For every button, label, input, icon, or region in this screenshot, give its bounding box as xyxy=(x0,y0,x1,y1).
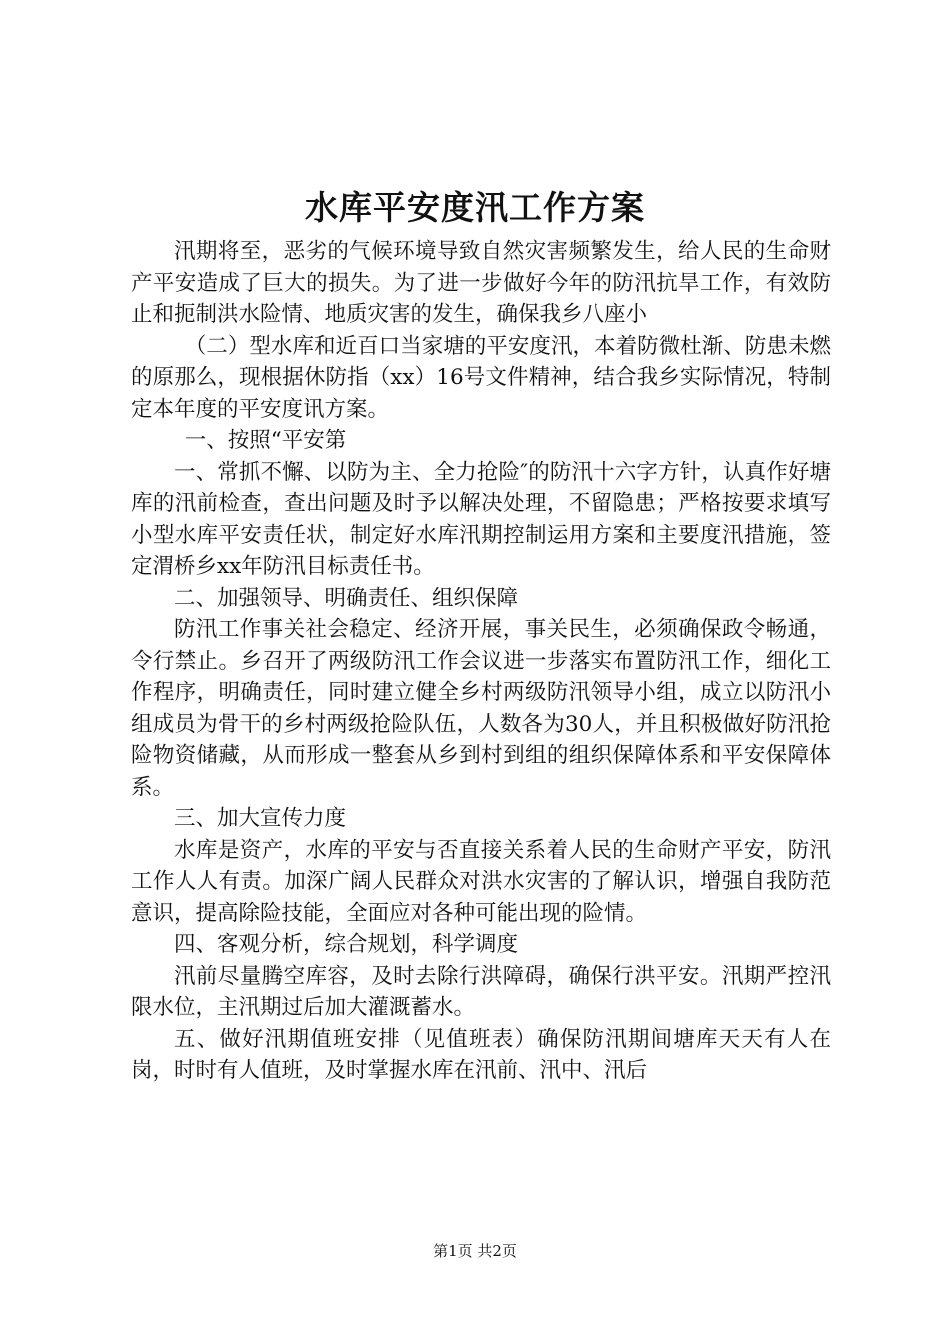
document-body xyxy=(131,236,831,1087)
paragraph-leadership: 防汛工作事关社会稳定、经济开展，事关民生，必须确保政令畅通，令行禁止。乡召开了两级防汛工作会议进一步落实布置防汛工作，细化工作程序，明确责任，同时建立健全乡村两级防汛领导小组，成立以防汛小组成员为骨干的乡村两级抢险队伍，人数各为30人，并且积极做好防汛抢险物资储藏，从而形成一整套从乡到村到组的组织保障体系和平安保障体系。 xyxy=(131,617,831,800)
paragraph-principles: 一、常抓不懈、以防为主、全力抢险″的防汛十六字方针，认真作好塘库的汛前检查，查出问题及时予以解决处理，不留隐患；严格按要求填写小型水库平安责任状，制定好水库汛期控制运用方案和主要度汛措施，签定渭桥乡xx年防汛目标责任书。 xyxy=(131,459,831,579)
paragraph-publicity: 水库是资产，水库的平安与否直接关系着人民的生命财产平安，防汛工作人人有责。加深广阔人民群众对洪水灾害的了解认识，增强自我防范意识，提高除险技能，全面应对各种可能出现的险情。 xyxy=(131,837,831,926)
page-footer: 第1页 共2页 xyxy=(433,1242,517,1260)
section-heading-4: 四、客观分析，综合规划，科学调度 xyxy=(174,932,519,957)
section-heading-1-start: 一、按照“平安第 xyxy=(184,428,347,453)
paragraph-duty-schedule: 五、做好汛期值班安排（见值班表）确保防汛期间塘库天天有人在岗，时时有人值班，及时掌握水库在汛前、汛中、汛后 xyxy=(131,1026,831,1083)
paragraph-reservoir-scope: （二）型水库和近百口当家塘的平安度汛，本着防微杜渐、防患未燃的原那么，现根据休防指（xx）16号文件精神，结合我乡实际情况，特制定本年度的平安度讯方案。 xyxy=(131,333,831,422)
document-title: 水库平安度汛工作方案 xyxy=(305,188,645,227)
paragraph-intro: 汛期将至，恶劣的气候环境导致自然灾害频繁发生，给人民的生命财产平安造成了巨大的损失。为了进一步做好今年的防汛抗旱工作，有效防止和扼制洪水险情、地质灾害的发生，确保我乡八座小 xyxy=(131,239,831,327)
section-heading-3: 三、加大宣传力度 xyxy=(174,806,347,831)
paragraph-dispatch: 汛前尽量腾空库容，及时去除行洪障碍，确保行洪平安。汛期严控汛限水位，主汛期过后加大灌溉蓄水。 xyxy=(131,963,831,1020)
section-heading-2: 二、加强领导、明确责任、组织保障 xyxy=(174,585,519,611)
